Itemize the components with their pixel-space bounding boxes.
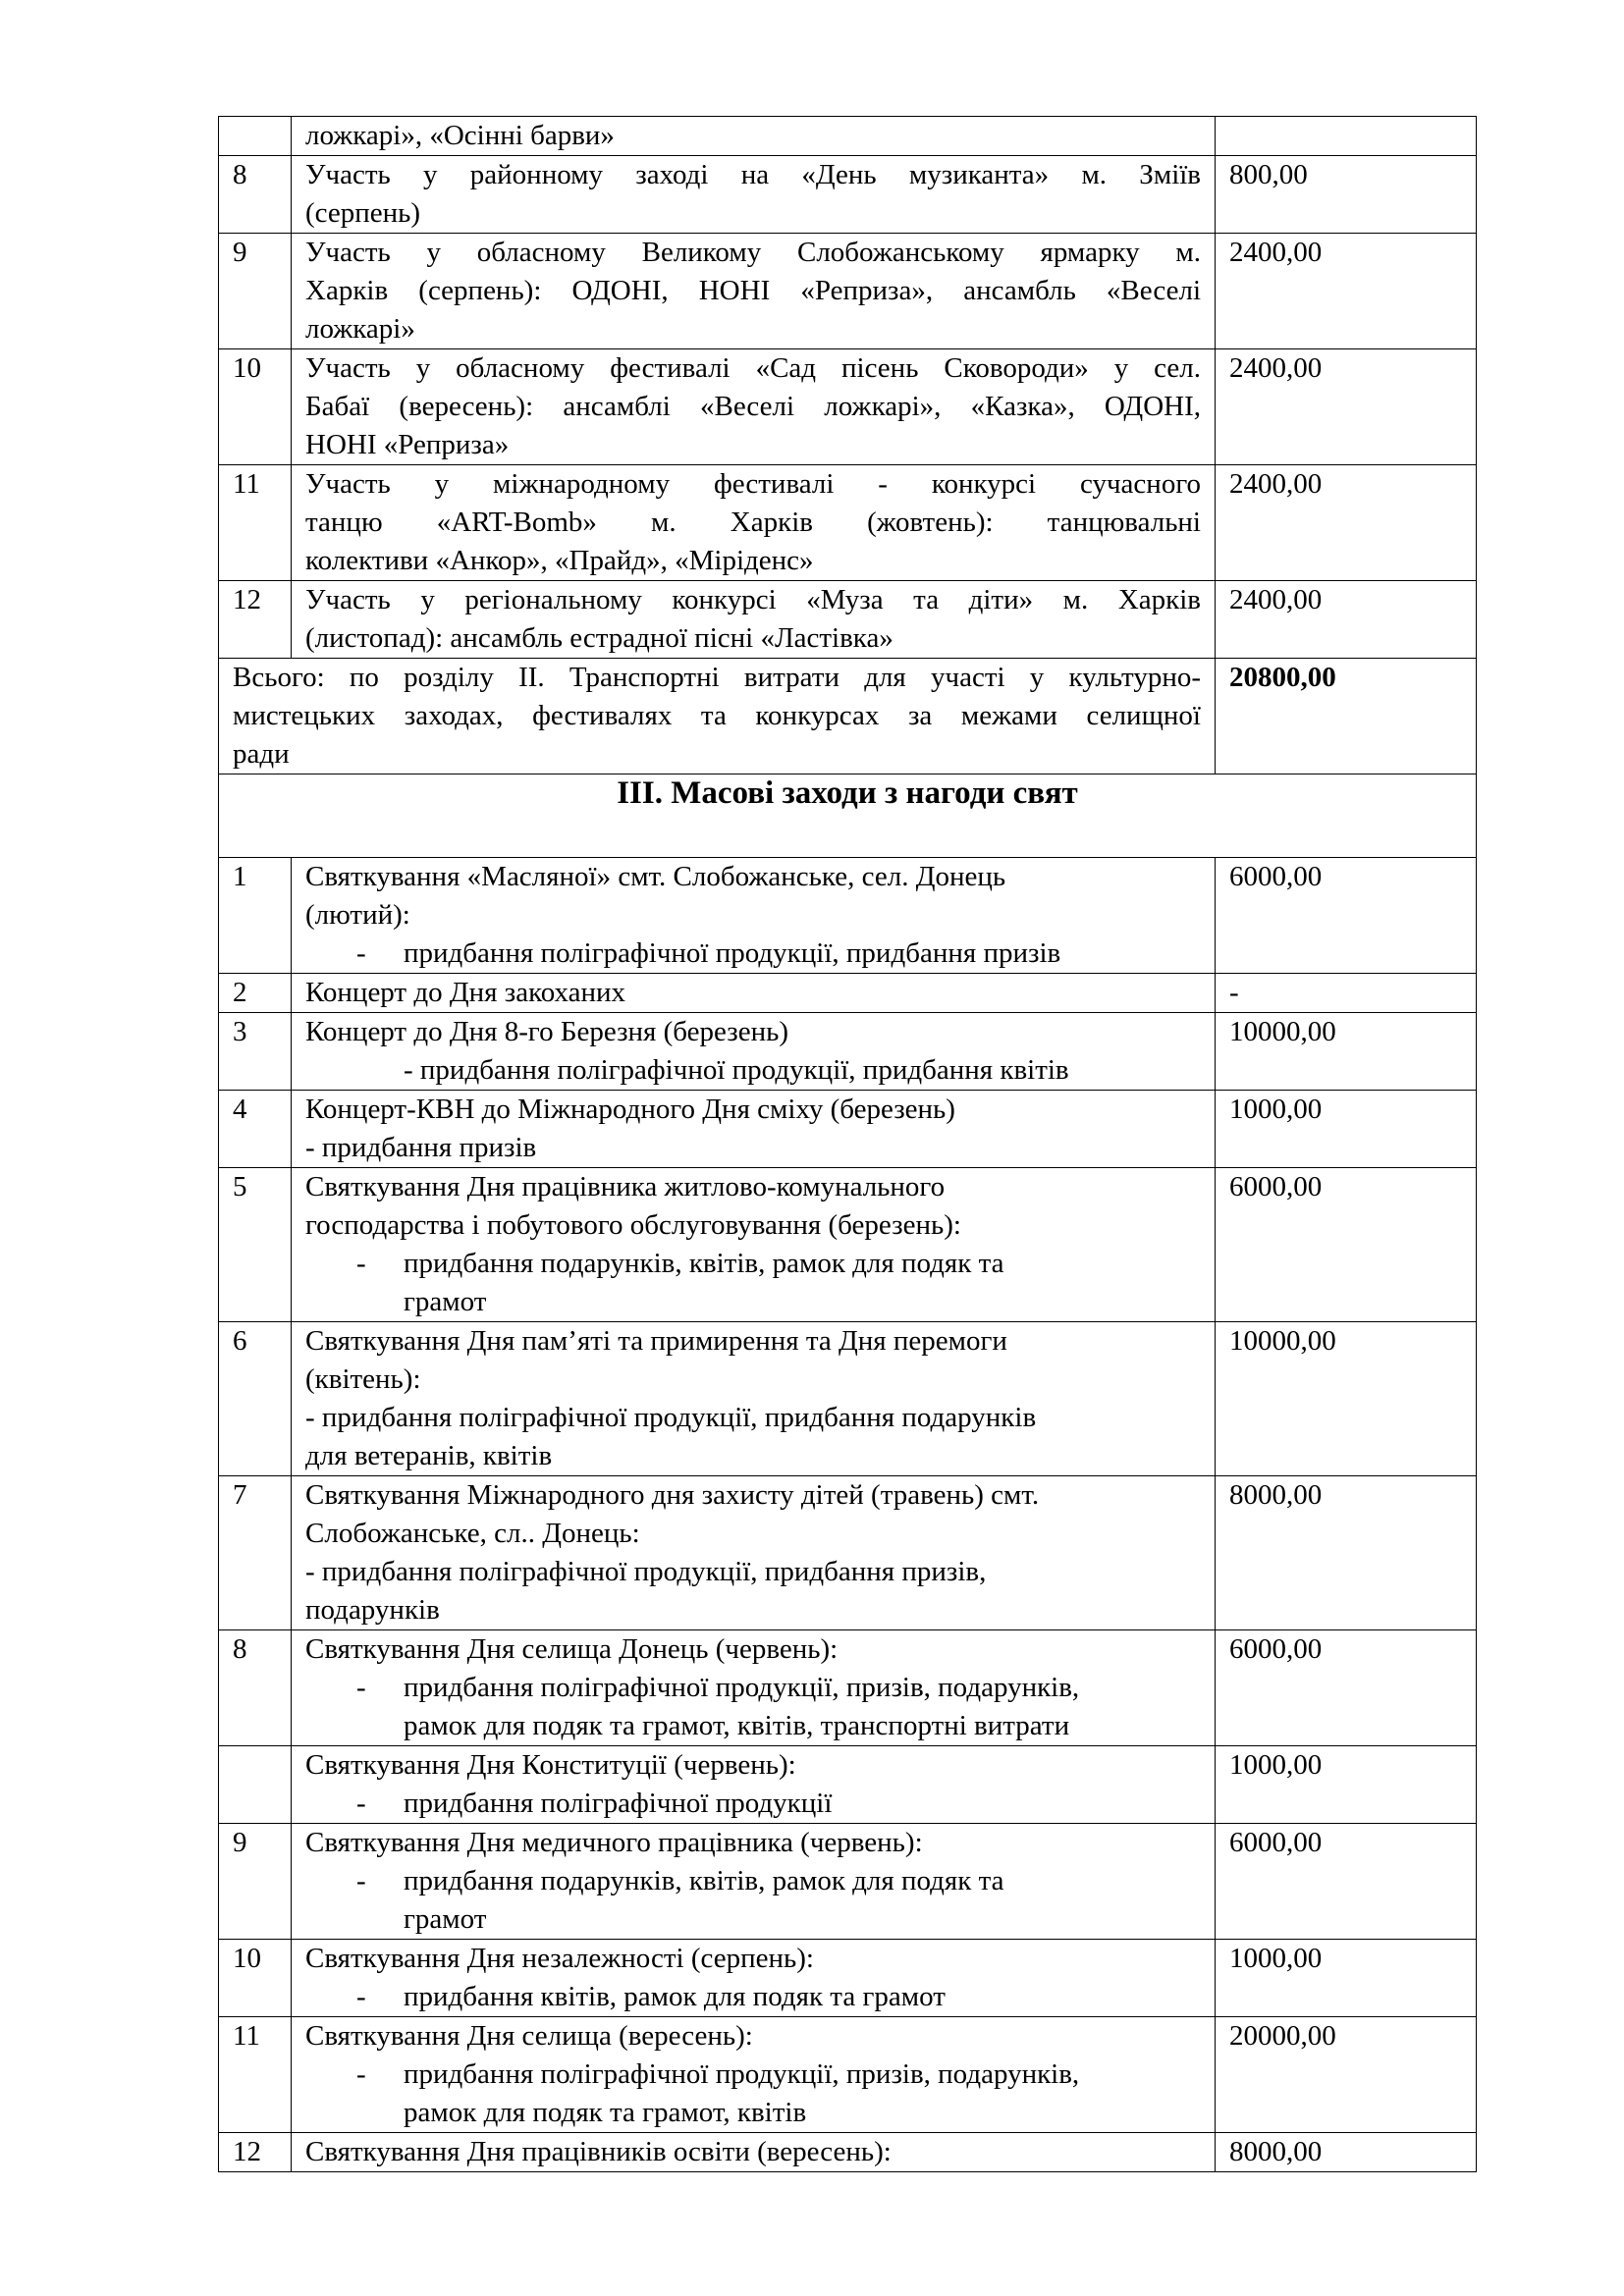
table-body-top [219,117,1477,659]
row-amount: 800,00 [1216,156,1477,234]
dash-bullet: - [356,937,366,969]
description-line: Концерт-КВН до Міжнародного Дня сміху (березень) [305,1094,955,1125]
table-row [219,1168,1477,1322]
description-line: Святкування «Масляної» смт. Слобожанське, сел. Донець [305,861,1006,892]
description-line: Святкування Дня працівника житлово-комунального [305,1171,946,1202]
bullet-item [305,1862,1201,1900]
description-line: (листопад): ансамбль естрадної пісні «Ластівка» [305,622,893,654]
description-line: господарства і побутового обслуговування (березень): [305,1209,961,1241]
bullet-text: грамот [404,1903,487,1935]
description-line: - придбання призів [305,1132,537,1163]
description-line: (лютий): [305,899,410,931]
row-amount: 20000,00 [1216,2017,1477,2133]
row-amount: 2400,00 [1216,349,1477,465]
row-number: 6 [219,1322,292,1476]
description-line: Святкування Дня Конституції (червень): [305,1749,796,1781]
description-line: Святкування Дня незалежності (серпень): [305,1943,814,1974]
row-description [292,1940,1216,2017]
description-line: - придбання поліграфічної продукції, придбання подарунків [305,1402,1037,1433]
row-description [292,2133,1216,2172]
bullet-item [305,1707,1201,1745]
bullet-item [305,1669,1201,1707]
description-line: Концерт до Дня 8-го Березня (березень) [305,1016,788,1047]
row-description [292,234,1216,349]
row-number: 2 [219,974,292,1013]
bullet-text: придбання подарунків, квітів, рамок для подяк та [404,1248,1004,1279]
total-line: Всього: по розділу ІІ. Транспортні витрати для участі у культурно- [233,662,1201,693]
description-line: ложкарі», «Осінні барви» [305,120,615,151]
bullet-item [305,1245,1201,1283]
dash-bullet: - [356,1248,366,1279]
row-amount: - [1216,974,1477,1013]
row-number: 1 [219,858,292,974]
row-number: 12 [219,2133,292,2172]
total-row [219,659,1477,774]
bullet-text: придбання подарунків, квітів, рамок для подяк та [404,1865,1004,1896]
row-amount: 6000,00 [1216,1824,1477,1940]
row-amount: 2400,00 [1216,465,1477,581]
row-amount: 6000,00 [1216,1630,1477,1746]
description-line: для ветеранів, квітів [305,1440,553,1471]
row-number: 8 [219,156,292,234]
row-number: 11 [219,465,292,581]
bullet-text: придбання поліграфічної продукції, призів, подарунків, [404,1672,1080,1703]
row-number: 11 [219,2017,292,2133]
row-description [292,2017,1216,2133]
row-description [292,858,1216,974]
row-description [292,156,1216,234]
section-title: ІІІ. Масові заходи з нагоди свят [219,774,1477,858]
row-description [292,1476,1216,1630]
row-amount: 6000,00 [1216,858,1477,974]
bullet-item [305,934,1201,973]
row-amount: 6000,00 [1216,1168,1477,1322]
description-line: Участь у міжнародному фестивалі - конкурсі сучасного [305,468,1201,500]
total-label-cell [219,659,1216,774]
row-number: 12 [219,581,292,659]
bullet-text: придбання поліграфічної продукції, придбання призів [404,937,1061,969]
table-row [219,465,1477,581]
row-amount: 1000,00 [1216,1746,1477,1824]
row-number: 5 [219,1168,292,1322]
row-description [292,349,1216,465]
description-line: Участь у регіональному конкурсі «Муза та діти» м. Харків [305,584,1201,615]
bullet-text: рамок для подяк та грамот, квітів, транспортні витрати [404,1710,1070,1741]
dash-bullet: - [356,1865,366,1896]
row-amount: 2400,00 [1216,234,1477,349]
table-row [219,156,1477,234]
table-row [219,349,1477,465]
description-line: Бабаї (вересень): ансамблі «Веселі ложкарі», «Казка», ОДОНІ, [305,391,1201,422]
description-line: (квітень): [305,1363,421,1395]
bullet-item [305,2056,1201,2094]
dash-bullet: - [356,1672,366,1703]
row-amount: 10000,00 [1216,1013,1477,1091]
description-line: Святкування Дня пам’яті та примирення та Дня перемоги [305,1325,1007,1357]
table-row [219,234,1477,349]
description-line: Концерт до Дня закоханих [305,977,625,1008]
row-number: 7 [219,1476,292,1630]
table-row [219,974,1477,1013]
table-row [219,1476,1477,1630]
row-number [219,1746,292,1824]
row-number: 8 [219,1630,292,1746]
total-line: мистецьких заходах, фестивалях та конкурсах за межами селищної [233,700,1201,731]
table-body-section [219,858,1477,2172]
table-row [219,117,1477,156]
row-description [292,1168,1216,1322]
table-row [219,858,1477,974]
description-line: Святкування Міжнародного дня захисту дітей (травень) смт. [305,1479,1040,1511]
bullet-text: рамок для подяк та грамот, квітів [404,2097,807,2128]
row-amount: 1000,00 [1216,1940,1477,2017]
dash-bullet: - [356,1788,366,1819]
description-line: Харків (серпень): ОДОНІ, НОНІ «Реприза», ансамбль «Веселі [305,275,1201,306]
total-amount: 20800,00 [1216,659,1477,774]
row-description [292,465,1216,581]
description-line: колективи «Анкор», «Прайд», «Міріденс» [305,545,814,576]
description-line: Участь у обласному Великому Слобожанському ярмарку м. [305,237,1201,268]
bullet-item [305,1900,1201,1939]
description-line: Участь у обласному фестивалі «Сад пісень Сковороди» у сел. [305,352,1201,384]
row-description [292,1824,1216,1940]
row-amount [1216,117,1477,156]
description-subline: - придбання поліграфічної продукції, придбання квітів [404,1054,1069,1086]
row-number: 3 [219,1013,292,1091]
table-row [219,1091,1477,1168]
description-line: ложкарі» [305,313,415,345]
description-line: (серпень) [305,197,421,229]
row-description [292,1746,1216,1824]
description-line: - придбання поліграфічної продукції, придбання призів, [305,1556,987,1587]
table-row [219,581,1477,659]
description-line: Святкування Дня медичного працівника (червень): [305,1827,923,1858]
row-amount: 8000,00 [1216,1476,1477,1630]
description-line: Слобожанське, сл.. Донець: [305,1518,640,1549]
description-line: Участь у районному заході на «День музиканта» м. Зміїв [305,159,1201,190]
bullet-text: придбання поліграфічної продукції [404,1788,833,1819]
section-header-row [219,774,1477,858]
bullet-text: придбання поліграфічної продукції, призів, подарунків, [404,2058,1080,2090]
total-line: ради [233,738,290,770]
row-amount: 8000,00 [1216,2133,1477,2172]
table-row [219,1824,1477,1940]
table-row [219,1013,1477,1091]
description-line: НОНІ «Реприза» [305,429,510,460]
row-description [292,1091,1216,1168]
row-number: 4 [219,1091,292,1168]
dash-bullet: - [356,1981,366,2012]
row-number: 9 [219,1824,292,1940]
row-description [292,1013,1216,1091]
bullet-text: придбання квітів, рамок для подяк та грамот [404,1981,946,2012]
row-description [292,1322,1216,1476]
bullet-item [305,2094,1201,2132]
row-number [219,117,292,156]
table-row [219,1940,1477,2017]
row-description [292,974,1216,1013]
table-total [219,659,1477,858]
budget-table [218,116,1477,2172]
description-line: подарунків [305,1594,440,1626]
row-amount: 2400,00 [1216,581,1477,659]
row-number: 10 [219,349,292,465]
description-line: Святкування Дня селища (вересень): [305,2020,753,2052]
table-row [219,1322,1477,1476]
row-description [292,581,1216,659]
dash-bullet: - [356,2058,366,2090]
row-amount: 1000,00 [1216,1091,1477,1168]
bullet-item [305,1978,1201,2016]
description-line: Святкування Дня працівників освіти (вересень): [305,2136,892,2167]
table-row [219,1746,1477,1824]
row-number: 9 [219,234,292,349]
bullet-item [305,1785,1201,1823]
table-row [219,2017,1477,2133]
description-line: танцю «ART-Bomb» м. Харків (жовтень): танцювальні [305,507,1201,538]
row-amount: 10000,00 [1216,1322,1477,1476]
description-line: Святкування Дня селища Донець (червень): [305,1633,839,1665]
table-row [219,1630,1477,1746]
table-row [219,2133,1477,2172]
row-description [292,117,1216,156]
row-description [292,1630,1216,1746]
row-number: 10 [219,1940,292,2017]
bullet-item [305,1283,1201,1321]
bullet-text: грамот [404,1286,487,1317]
